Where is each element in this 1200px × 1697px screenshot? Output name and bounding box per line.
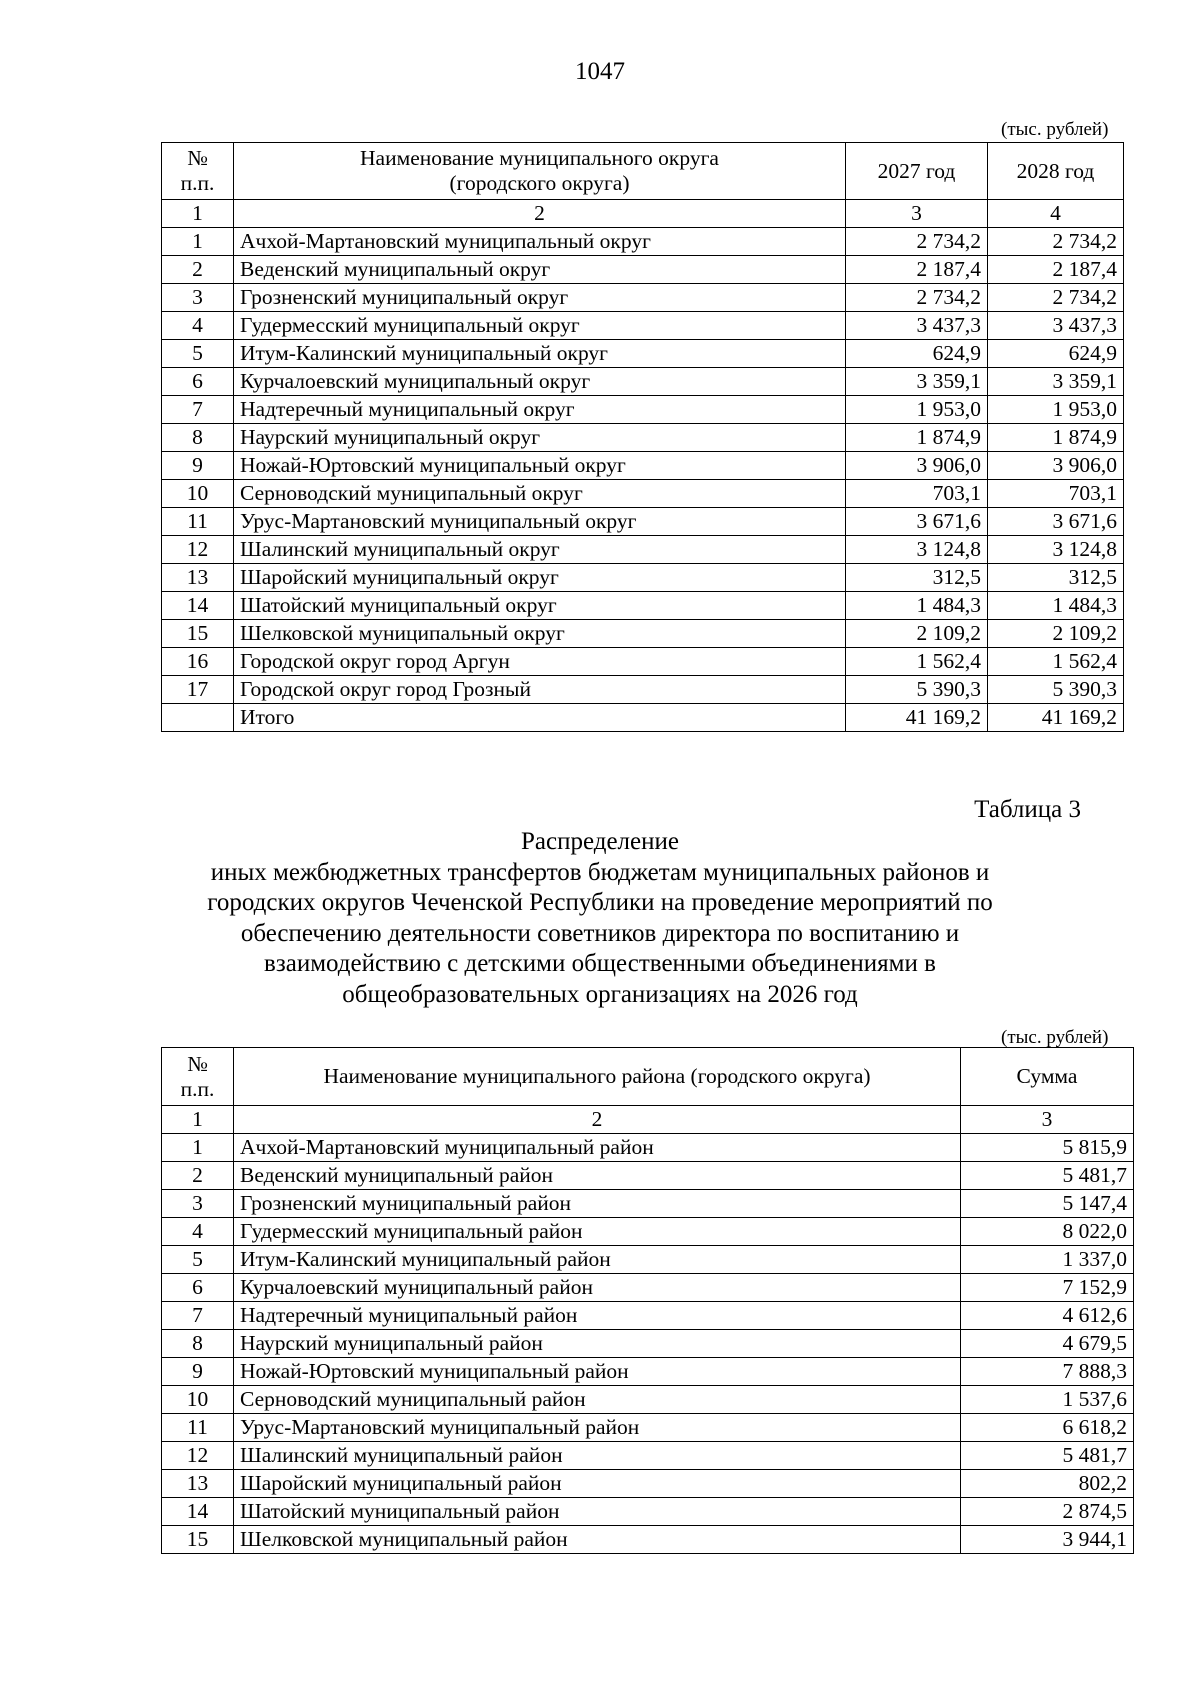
table-row <box>162 1162 1134 1190</box>
row-number: 11 <box>162 508 234 536</box>
value-2027: 1 484,3 <box>846 592 988 620</box>
row-number: 16 <box>162 648 234 676</box>
table-row <box>162 508 1124 536</box>
row-number: 5 <box>162 1246 234 1274</box>
value-2027: 3 359,1 <box>846 368 988 396</box>
table2-header-2028: 2028 год <box>988 143 1124 200</box>
district-name: Шелковской муниципальный район <box>234 1526 961 1554</box>
value-2028: 2 187,4 <box>988 256 1124 284</box>
municipality-name: Ачхой-Мартановский муниципальный округ <box>234 228 846 256</box>
table2-total-2027: 41 169,2 <box>846 704 988 732</box>
value-2027: 1 953,0 <box>846 396 988 424</box>
municipality-name: Итум-Калинский муниципальный округ <box>234 340 846 368</box>
district-name: Ачхой-Мартановский муниципальный район <box>234 1134 961 1162</box>
municipality-name: Ножай-Юртовский муниципальный округ <box>234 452 846 480</box>
table-row <box>162 648 1124 676</box>
table-row <box>162 452 1124 480</box>
district-name: Ножай-Юртовский муниципальный район <box>234 1358 961 1386</box>
value-2027: 5 390,3 <box>846 676 988 704</box>
sum-value: 5 481,7 <box>961 1442 1134 1470</box>
row-number: 6 <box>162 1274 234 1302</box>
table2 <box>161 142 1124 732</box>
table-row <box>162 1274 1134 1302</box>
table3 <box>161 1047 1134 1554</box>
value-2028: 3 437,3 <box>988 312 1124 340</box>
district-name: Урус-Мартановский муниципальный район <box>234 1414 961 1442</box>
sum-value: 802,2 <box>961 1470 1134 1498</box>
table-row <box>162 1386 1134 1414</box>
table-row <box>162 1330 1134 1358</box>
municipality-name: Шатойский муниципальный округ <box>234 592 846 620</box>
table-row <box>162 564 1124 592</box>
table2-total-num <box>162 704 234 732</box>
municipality-name: Серноводский муниципальный округ <box>234 480 846 508</box>
table3-header-num: № п.п. <box>162 1048 234 1106</box>
table3-title-line: взаимодействию с детскими общественными объединениями в <box>264 950 936 977</box>
district-name: Шалинский муниципальный район <box>234 1442 961 1470</box>
row-number: 10 <box>162 1386 234 1414</box>
table-row <box>162 1358 1134 1386</box>
value-2028: 624,9 <box>988 340 1124 368</box>
table-row <box>162 1414 1134 1442</box>
table-row <box>162 1470 1134 1498</box>
table-row <box>162 256 1124 284</box>
table-row <box>162 1498 1134 1526</box>
table3-title <box>150 827 1050 1010</box>
row-number: 13 <box>162 564 234 592</box>
table3-colnum: 2 <box>234 1106 961 1134</box>
table-row <box>162 284 1124 312</box>
value-2027: 1 562,4 <box>846 648 988 676</box>
value-2027: 3 437,3 <box>846 312 988 340</box>
table2-total-label: Итого <box>234 704 846 732</box>
value-2028: 2 109,2 <box>988 620 1124 648</box>
value-2028: 1 874,9 <box>988 424 1124 452</box>
municipality-name: Веденский муниципальный округ <box>234 256 846 284</box>
value-2028: 3 906,0 <box>988 452 1124 480</box>
row-number: 8 <box>162 1330 234 1358</box>
row-number: 4 <box>162 1218 234 1246</box>
row-number: 9 <box>162 1358 234 1386</box>
district-name: Шатойский муниципальный район <box>234 1498 961 1526</box>
row-number: 6 <box>162 368 234 396</box>
table-row <box>162 368 1124 396</box>
district-name: Веденский муниципальный район <box>234 1162 961 1190</box>
value-2028: 5 390,3 <box>988 676 1124 704</box>
table2-units: (тыс. рублей) <box>1001 119 1109 140</box>
municipality-name: Шелковской муниципальный округ <box>234 620 846 648</box>
table3-title-line: Распределение <box>521 828 679 855</box>
sum-value: 4 679,5 <box>961 1330 1134 1358</box>
sum-value: 3 944,1 <box>961 1526 1134 1554</box>
row-number: 9 <box>162 452 234 480</box>
municipality-name: Гудермесский муниципальный округ <box>234 312 846 340</box>
value-2027: 2 187,4 <box>846 256 988 284</box>
municipality-name: Надтеречный муниципальный округ <box>234 396 846 424</box>
row-number: 15 <box>162 620 234 648</box>
table3-header-name: Наименование муниципального района (городского округа) <box>234 1048 961 1106</box>
table3-title-line: общеобразовательных организациях на 2026 год <box>342 980 858 1008</box>
district-name: Грозненский муниципальный район <box>234 1190 961 1218</box>
value-2027: 2 109,2 <box>846 620 988 648</box>
table2-colnum: 1 <box>162 200 234 228</box>
value-2028: 2 734,2 <box>988 284 1124 312</box>
page-number: 1047 <box>575 58 625 85</box>
row-number: 2 <box>162 256 234 284</box>
value-2028: 703,1 <box>988 480 1124 508</box>
value-2027: 2 734,2 <box>846 228 988 256</box>
municipality-name: Урус-Мартановский муниципальный округ <box>234 508 846 536</box>
table3-label: Таблица 3 <box>974 796 1081 823</box>
value-2028: 3 671,6 <box>988 508 1124 536</box>
row-number: 3 <box>162 284 234 312</box>
table2-colnum: 4 <box>988 200 1124 228</box>
row-number: 14 <box>162 592 234 620</box>
table-row <box>162 676 1124 704</box>
row-number: 11 <box>162 1414 234 1442</box>
row-number: 1 <box>162 228 234 256</box>
row-number: 12 <box>162 536 234 564</box>
row-number: 4 <box>162 312 234 340</box>
value-2027: 3 671,6 <box>846 508 988 536</box>
sum-value: 5 815,9 <box>961 1134 1134 1162</box>
row-number: 13 <box>162 1470 234 1498</box>
row-number: 17 <box>162 676 234 704</box>
sum-value: 6 618,2 <box>961 1414 1134 1442</box>
table3-title-line: городских округов Чеченской Республики на проведение мероприятий по <box>207 889 993 916</box>
value-2027: 3 906,0 <box>846 452 988 480</box>
value-2028: 1 953,0 <box>988 396 1124 424</box>
value-2027: 2 734,2 <box>846 284 988 312</box>
row-number: 15 <box>162 1526 234 1554</box>
table-row <box>162 1218 1134 1246</box>
row-number: 5 <box>162 340 234 368</box>
table2-header-2027: 2027 год <box>846 143 988 200</box>
table2-colnum: 3 <box>846 200 988 228</box>
row-number: 10 <box>162 480 234 508</box>
district-name: Итум-Калинский муниципальный район <box>234 1246 961 1274</box>
row-number: 8 <box>162 424 234 452</box>
district-name: Надтеречный муниципальный район <box>234 1302 961 1330</box>
municipality-name: Грозненский муниципальный округ <box>234 284 846 312</box>
table3-units: (тыс. рублей) <box>1001 1027 1109 1048</box>
district-name: Гудермесский муниципальный район <box>234 1218 961 1246</box>
row-number: 3 <box>162 1190 234 1218</box>
district-name: Курчалоевский муниципальный район <box>234 1274 961 1302</box>
sum-value: 1 537,6 <box>961 1386 1134 1414</box>
table2-colnum: 2 <box>234 200 846 228</box>
sum-value: 5 147,4 <box>961 1190 1134 1218</box>
sum-value: 5 481,7 <box>961 1162 1134 1190</box>
sum-value: 2 874,5 <box>961 1498 1134 1526</box>
row-number: 12 <box>162 1442 234 1470</box>
sum-value: 8 022,0 <box>961 1218 1134 1246</box>
row-number: 14 <box>162 1498 234 1526</box>
value-2028: 2 734,2 <box>988 228 1124 256</box>
value-2027: 312,5 <box>846 564 988 592</box>
value-2027: 703,1 <box>846 480 988 508</box>
table-row <box>162 424 1124 452</box>
value-2028: 1 562,4 <box>988 648 1124 676</box>
table-row <box>162 480 1124 508</box>
table2-header-name: Наименование муниципального округа (городского округа) <box>234 143 846 200</box>
table-row <box>162 1442 1134 1470</box>
municipality-name: Городской округ город Аргун <box>234 648 846 676</box>
table3-colnum: 1 <box>162 1106 234 1134</box>
row-number: 1 <box>162 1134 234 1162</box>
table-row <box>162 396 1124 424</box>
municipality-name: Городской округ город Грозный <box>234 676 846 704</box>
district-name: Шаройский муниципальный район <box>234 1470 961 1498</box>
table-row <box>162 592 1124 620</box>
sum-value: 4 612,6 <box>961 1302 1134 1330</box>
value-2028: 312,5 <box>988 564 1124 592</box>
value-2027: 1 874,9 <box>846 424 988 452</box>
value-2028: 1 484,3 <box>988 592 1124 620</box>
municipality-name: Наурский муниципальный округ <box>234 424 846 452</box>
district-name: Серноводский муниципальный район <box>234 1386 961 1414</box>
row-number: 2 <box>162 1162 234 1190</box>
municipality-name: Шаройский муниципальный округ <box>234 564 846 592</box>
table-row <box>162 1190 1134 1218</box>
table2-total-row <box>162 704 1124 732</box>
table-row <box>162 1526 1134 1554</box>
municipality-name: Курчалоевский муниципальный округ <box>234 368 846 396</box>
value-2027: 3 124,8 <box>846 536 988 564</box>
value-2028: 3 124,8 <box>988 536 1124 564</box>
table-row <box>162 536 1124 564</box>
value-2027: 624,9 <box>846 340 988 368</box>
row-number: 7 <box>162 1302 234 1330</box>
table2-total-2028: 41 169,2 <box>988 704 1124 732</box>
value-2028: 3 359,1 <box>988 368 1124 396</box>
sum-value: 7 152,9 <box>961 1274 1134 1302</box>
table-row <box>162 340 1124 368</box>
table-row <box>162 1246 1134 1274</box>
table-row <box>162 228 1124 256</box>
table2-header-num: № п.п. <box>162 143 234 200</box>
district-name: Наурский муниципальный район <box>234 1330 961 1358</box>
sum-value: 7 888,3 <box>961 1358 1134 1386</box>
table3-title-line: обеспечению деятельности советников директора по воспитанию и <box>240 919 960 947</box>
table3-title-line: иных межбюджетных трансфертов бюджетам муниципальных районов и <box>210 858 990 886</box>
municipality-name: Шалинский муниципальный округ <box>234 536 846 564</box>
table-row <box>162 620 1124 648</box>
table3-header-sum: Сумма <box>961 1048 1134 1106</box>
sum-value: 1 337,0 <box>961 1246 1134 1274</box>
table-row <box>162 1134 1134 1162</box>
table3-colnum: 3 <box>961 1106 1134 1134</box>
table-row <box>162 1302 1134 1330</box>
table-row <box>162 312 1124 340</box>
row-number: 7 <box>162 396 234 424</box>
